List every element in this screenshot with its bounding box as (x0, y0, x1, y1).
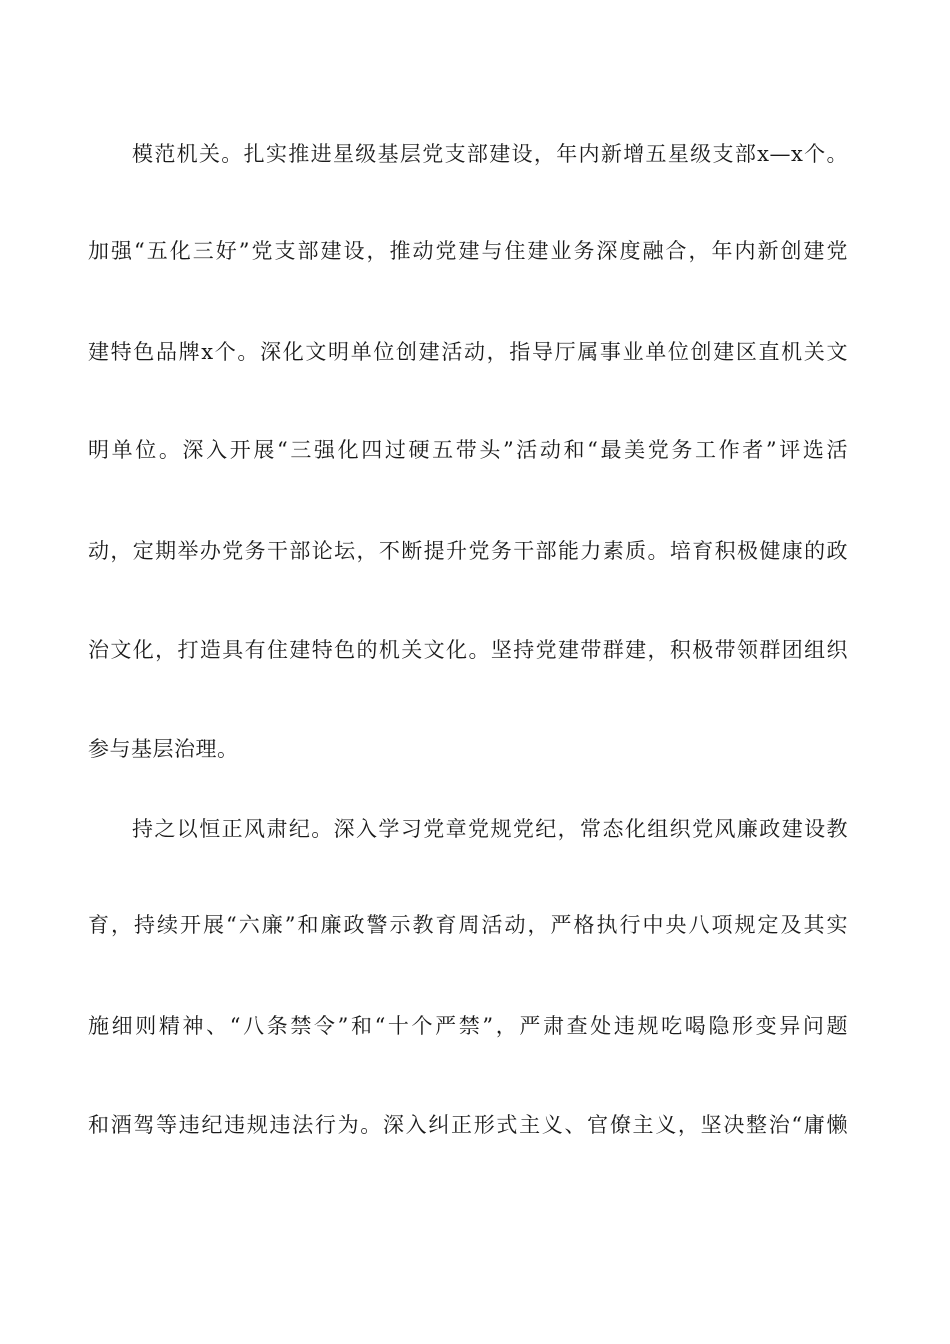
paragraph-1-line-1: 模范机关。扎实推进星级基层党支部建设，年内新增五星级支部x—x个。 (132, 142, 848, 166)
paragraph-2-line-4: 和酒驾等违纪违规违法行为。深入纠正形式主义、官僚主义，坚决整治“庸懒 (88, 1113, 848, 1137)
paragraph-1-line-4: 明单位。深入开展“三强化四过硬五带头”活动和“最美党务工作者”评选活 (88, 438, 848, 462)
paragraph-1-line-2: 加强“五化三好”党支部建设，推动党建与住建业务深度融合，年内新创建党 (88, 239, 848, 263)
paragraph-2-line-2: 育，持续开展“六廉”和廉政警示教育周活动，严格执行中央八项规定及其实 (88, 913, 848, 937)
paragraph-2-line-3: 施细则精神、“八条禁令”和“十个严禁”，严肃查处违规吃喝隐形变异问题 (88, 1014, 848, 1038)
paragraph-1-line-7: 参与基层治理。 (88, 737, 239, 761)
paragraph-1-line-6: 治文化，打造具有住建特色的机关文化。坚持党建带群建，积极带领群团组织 (88, 638, 848, 662)
paragraph-1-line-5: 动，定期举办党务干部论坛，不断提升党务干部能力素质。培育积极健康的政 (88, 539, 848, 563)
paragraph-1-line-3: 建特色品牌x个。深化文明单位创建活动，指导厅属事业单位创建区直机关文 (88, 340, 848, 364)
paragraph-2-line-1: 持之以恒正风肃纪。深入学习党章党规党纪，常态化组织党风廉政建设教 (132, 817, 848, 841)
